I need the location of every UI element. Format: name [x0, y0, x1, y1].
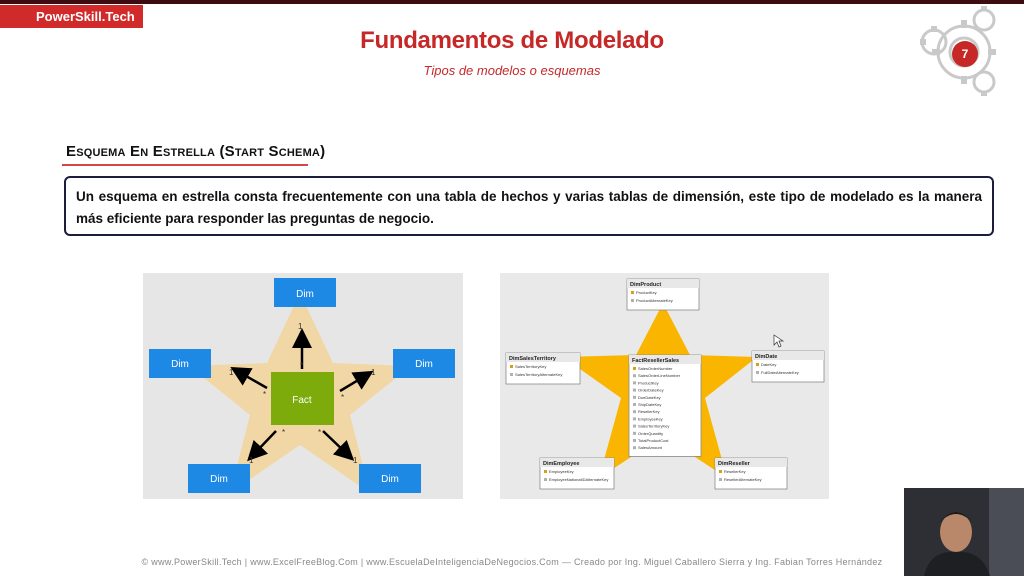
star-schema-concept-diagram	[143, 273, 463, 499]
table-field: SalesTerritoryKey	[638, 423, 670, 429]
cardinality-one-bottom-left: 1	[249, 456, 254, 465]
field-icon	[633, 425, 636, 428]
brand-label: PowerSkill.Tech	[0, 5, 143, 28]
dim-label-left: Dim	[171, 359, 189, 370]
key-icon	[631, 291, 634, 294]
field-icon	[633, 396, 636, 399]
cardinality-one-left: 1	[229, 368, 234, 377]
table-field: DateKey	[761, 362, 777, 367]
table-name: DimDate	[755, 354, 778, 360]
table-field: DueDateKey	[638, 394, 661, 400]
table-field: ResellerKey	[638, 409, 660, 415]
cardinality-many-right: *	[341, 393, 345, 402]
dim-label-bottom-right: Dim	[381, 474, 399, 485]
page-number-badge: 7	[952, 41, 978, 67]
table-field: ProductKey	[636, 290, 657, 295]
table-territory	[506, 353, 580, 384]
table-name: DimReseller	[718, 461, 750, 467]
field-icon	[633, 403, 636, 406]
table-field: ResellerAlternateKey	[724, 477, 762, 482]
table-name: FactResellerSales	[632, 358, 680, 364]
dim-label-bottom-left: Dim	[210, 474, 228, 485]
table-date	[752, 351, 824, 382]
table-field: OrderQuantity	[638, 430, 664, 436]
field-icon	[633, 410, 636, 413]
table-field: TotalProductCost	[638, 438, 669, 443]
table-field: ResellerKey	[724, 469, 746, 474]
cardinality-many-bottom-left: *	[282, 428, 286, 437]
mouse-cursor-icon	[774, 335, 783, 347]
key-icon	[510, 365, 513, 368]
table-field: ShipDateKey	[638, 402, 662, 407]
table-name: DimSalesTerritory	[509, 356, 556, 362]
field-icon	[633, 374, 636, 377]
footer-credits: © www.PowerSkill.Tech | www.ExcelFreeBlog.Com | www.EscuelaDeInteligenciaDeNegocios.Com — Creado por Ing. Miguel Caballero Sierra y Ing. Fabian Torres Hernández	[141, 557, 883, 567]
field-icon	[719, 478, 722, 481]
top-strip	[0, 0, 1024, 4]
table-field: EmployeeKey	[549, 469, 574, 474]
table-field: SalesTerritoryKey	[515, 364, 547, 369]
dim-label-right: Dim	[415, 359, 433, 370]
key-icon	[719, 470, 722, 473]
table-field: EmployeeNationalIDAlternateKey	[549, 477, 609, 482]
table-name: DimEmployee	[543, 461, 580, 467]
table-field: OrderDateKey	[638, 387, 664, 393]
table-field: ProductAlternateKey	[636, 298, 673, 303]
cardinality-many-bottom-right: *	[318, 428, 322, 437]
field-icon	[631, 299, 634, 302]
table-field: SalesOrderNumber	[638, 366, 673, 371]
field-icon	[633, 389, 636, 392]
table-reseller	[715, 458, 787, 489]
table-fact	[629, 355, 701, 456]
table-field: SalesAmount	[638, 445, 662, 451]
field-icon	[756, 371, 759, 374]
table-field: FullDateAlternateKey	[761, 370, 799, 375]
table-field: EmployeeKey	[638, 416, 663, 422]
star-schema-table-diagram	[500, 273, 829, 499]
field-icon	[510, 373, 513, 376]
table-employee	[540, 458, 614, 489]
table-field: SalesOrderLineNumber	[638, 373, 681, 379]
section-title: Esquema En Estrella (Start Schema)	[66, 143, 326, 160]
section-underline	[62, 164, 308, 166]
webcam-overlay	[904, 488, 1024, 576]
cardinality-one-bottom-right: 1	[353, 456, 358, 465]
table-product	[627, 279, 699, 310]
field-icon	[633, 446, 636, 449]
cardinality-one-top: 1	[298, 322, 303, 331]
fact-label: Fact	[292, 395, 312, 406]
field-icon	[633, 417, 636, 420]
description-box	[64, 176, 994, 236]
cardinality-many-left: *	[263, 390, 267, 399]
page-subtitle: Tipos de modelos o esquemas	[423, 63, 601, 78]
description-text: Un esquema en estrella consta frecuentemente con una tabla de hechos y varias tablas de dimensión, este tipo de modelado es la manera más eficiente para responder las preguntas de negocio.	[76, 189, 982, 226]
field-icon	[633, 381, 636, 384]
table-field: SalesTerritoryAlternateKey	[515, 372, 563, 377]
table-name: DimProduct	[630, 282, 662, 288]
key-icon	[756, 363, 759, 366]
key-icon	[633, 367, 636, 370]
page-title: Fundamentos de Modelado	[360, 27, 664, 54]
field-icon	[544, 478, 547, 481]
field-icon	[633, 439, 636, 442]
table-field: ProductKey	[638, 380, 659, 386]
cardinality-many-top: *	[300, 361, 304, 370]
dim-label-top: Dim	[296, 289, 314, 300]
cardinality-one-right: 1	[371, 368, 376, 377]
field-icon	[633, 432, 636, 435]
key-icon	[544, 470, 547, 473]
